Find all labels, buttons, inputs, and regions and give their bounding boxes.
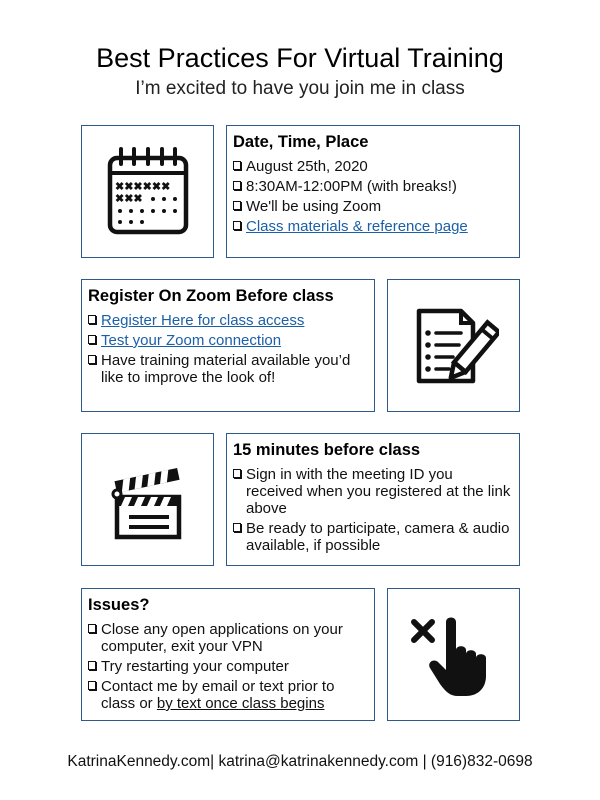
date-time-place-box [226,125,520,258]
checkbox-icon [88,335,96,344]
x-pointer-hand-icon [406,612,502,698]
list-item: Have training material available you’d like to improve the look of! [88,352,368,386]
list-item [88,312,368,329]
list-item: 8:30AM-12:00PM (with breaks!) [233,178,513,195]
date-time-place-list [233,158,513,235]
checkbox-icon [88,624,96,633]
document-icon-box [387,279,520,412]
svg-text:✖✖✖✖✖✖: ✖✖✖✖✖✖ [114,180,170,193]
page-title: Best Practices For Virtual Training [96,43,504,73]
register-zoom-box [81,279,375,412]
register-zoom-list [88,312,368,386]
issues-heading: Issues? [88,596,150,614]
class-materials-link[interactable]: Class materials & reference page [246,218,468,235]
register-class-link[interactable]: Register Here for class access [101,312,305,329]
checkbox-icon [233,161,241,170]
before-class-box [226,433,520,566]
checkbox-icon [233,201,241,210]
checkbox-icon [88,315,96,324]
checkbox-icon [233,523,241,532]
list-item: Try restarting your computer [88,658,368,675]
list-item: We'll be using Zoom [233,198,513,215]
clapperboard-icon [105,457,191,543]
checkbox-icon [233,221,241,230]
checkbox-icon [233,181,241,190]
list-item [233,218,513,235]
checkbox-icon [233,469,241,478]
pointer-icon-box [387,588,520,721]
calendar-icon-box [81,125,214,258]
text-once-class-begins-link[interactable]: by text once class begins [156,695,325,712]
before-class-heading: 15 minutes before class [233,441,421,459]
page-subtitle: I’m excited to have you join me in class [135,78,465,99]
checkbox-icon [88,661,96,670]
list-item: Contact me by email or text prior to class or by text once class begins [88,678,368,712]
date-time-place-heading: Date, Time, Place [233,133,369,151]
footer-contact: KatrinaKennedy.com| katrina@katrinakennedy.com | (916)832-0698 [67,753,533,770]
test-zoom-link[interactable]: Test your Zoom connection [101,332,282,349]
issues-box [81,588,375,721]
document-pencil-icon [409,301,499,391]
svg-text:✖✖✖: ✖✖✖ [114,192,143,205]
list-item: August 25th, 2020 [233,158,513,175]
clapperboard-icon-box [81,433,214,566]
calendar-icon [105,146,191,238]
list-item [88,332,368,349]
list-item: Sign in with the meeting ID you received when you registered at the link above [233,466,513,517]
issues-list [88,621,368,712]
list-item: Close any open applications on your computer, exit your VPN [88,621,368,655]
checkbox-icon [88,355,96,364]
checkbox-icon [88,681,96,690]
register-zoom-heading: Register On Zoom Before class [88,287,334,305]
list-item: Be ready to participate, camera & audio available, if possible [233,520,513,554]
before-class-list [233,466,513,554]
